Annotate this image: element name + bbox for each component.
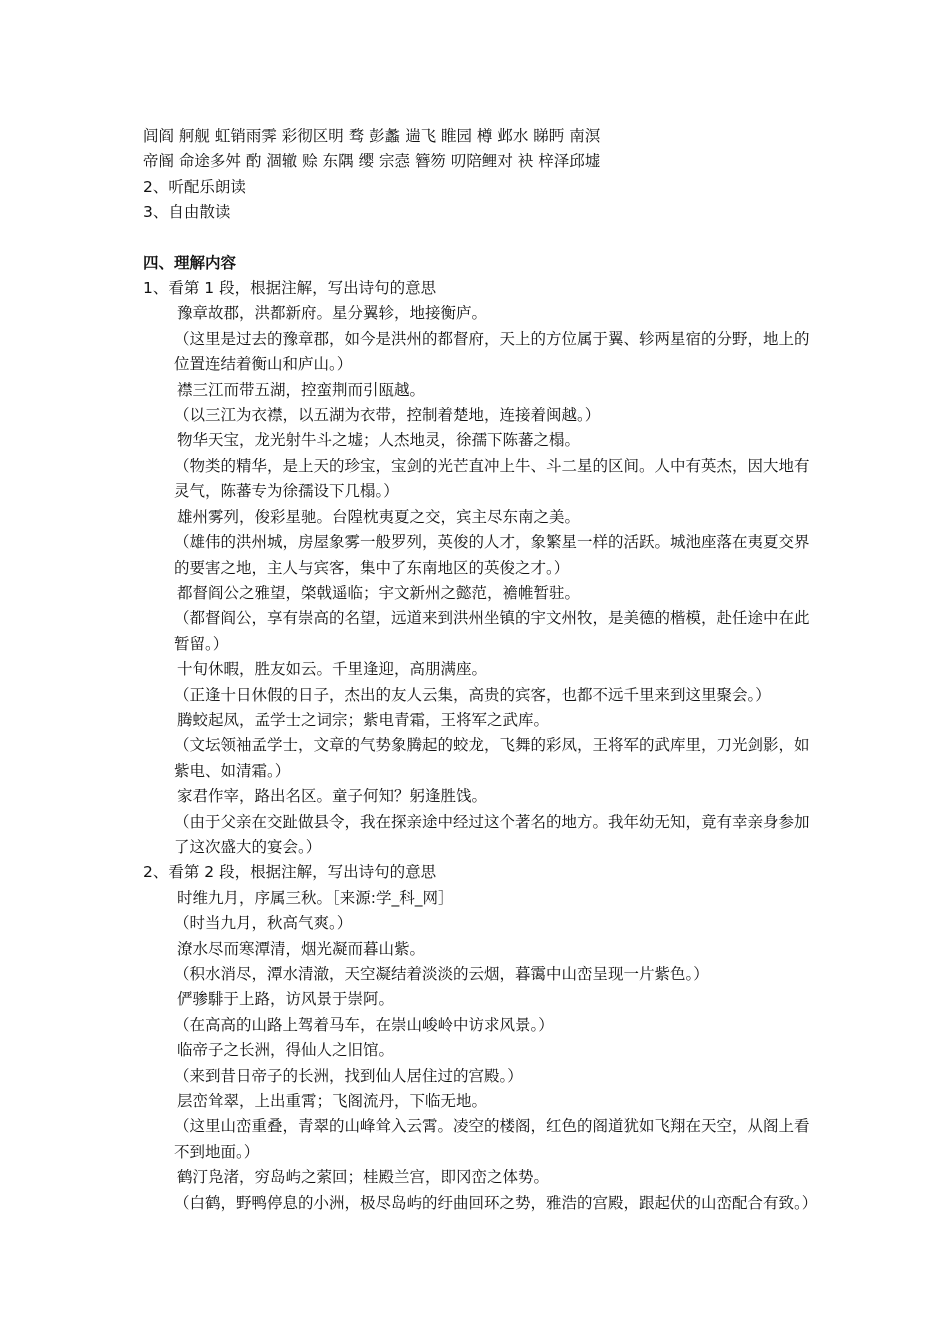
verse-meaning: （由于父亲在交趾做县令，我在探亲途中经过这个著名的地方。我年幼无知，竟有幸亲身参加了这次盛大的宴会。） — [174, 812, 810, 856]
step-read: 3、自由散读 — [143, 203, 231, 222]
verse: 雄州雾列，俊彩星驰。台隍枕夷夏之交，宾主尽东南之美。 — [177, 507, 581, 526]
verse: 层峦耸翠，上出重霄；飞阁流丹，下临无地。 — [177, 1092, 488, 1111]
verse-meaning: （这里是过去的豫章郡，如今是洪州的都督府，天上的方位属于翼、轸两星宿的分野，地上的位置连结着衡山和庐山。） — [174, 329, 810, 374]
verse-meaning: （时当九月，秋高气爽。） — [174, 914, 353, 933]
verse-meaning: （雄伟的洪州城，房屋象雾一般罗列，英俊的人才，象繁星一样的活跃。城池座落在夷夏交界的要害之地，主人与宾客，集中了东南地区的英俊之才。） — [174, 533, 810, 577]
verse: 豫章故郡，洪都新府。星分翼轸，地接衡庐。 — [177, 304, 488, 323]
verse: 家君作宰，路出名区。童子何知？躬逢胜饯。 — [177, 787, 488, 806]
verse-meaning: （积水消尽，潭水清澈，天空凝结着淡淡的云烟，暮霭中山峦呈现一片紫色。） — [174, 965, 709, 983]
step-listen: 2、听配乐朗读 — [143, 177, 246, 196]
vocab-row-1: 闾阎 舸舰 虹销雨霁 彩彻区明 骛 彭蠡 遄飞 睢园 樽 邺水 睇眄 南溟 — [143, 127, 601, 145]
verse-meaning: （文坛领袖孟学士，文章的气势象腾起的蛟龙，飞舞的彩凤，王将军的武库里，刀光剑影，如紫电、如清霜。） — [174, 736, 810, 780]
verse: 腾蛟起凤，孟学士之词宗；紫电青霜，王将军之武库。 — [177, 710, 550, 729]
verse-meaning: （物类的精华，是上天的珍宝，宝剑的光芒直冲上牛、斗二星的区间。人中有英杰，因大地有灵气，陈蕃专为徐孺设下几榻。） — [174, 456, 810, 501]
document-body — [143, 124, 818, 1216]
verse: 物华天宝，龙光射牛斗之墟；人杰地灵，徐孺下陈蕃之榻。 — [177, 431, 581, 450]
verse: 鹤汀凫渚，穷岛屿之萦回；桂殿兰宫，即冈峦之体势。 — [177, 1168, 550, 1187]
verse-meaning: （在高高的山路上驾着马车，在崇山峻岭中访求风景。） — [174, 1015, 554, 1034]
verse-meaning: （以三江为衣襟，以五湖为衣带，控制着楚地，连接着闽越。） — [174, 406, 601, 425]
verse: 潦水尽而寒潭清，烟光凝而暮山紫。 — [177, 939, 426, 958]
verse-meaning: （正逢十日休假的日子，杰出的友人云集，高贵的宾客，也都不远千里来到这里聚会。） — [174, 685, 771, 704]
section-heading: 四、理解内容 — [143, 253, 237, 272]
verse-meaning: （这里山峦重叠，青翠的山峰耸入云霄。凌空的楼阁，红色的阁道犹如飞翔在天空，从阁上看不到地面。） — [174, 1117, 810, 1161]
verse: 时维九月，序属三秋。［来源:学_科_网］ — [177, 888, 454, 907]
verse: 都督阎公之雅望，棨戟遥临；宇文新州之懿范，襜帷暂驻。 — [177, 583, 581, 602]
part1-title: 1、看第 1 段，根据注解，写出诗句的意思 — [143, 279, 437, 298]
verse: 襟三江而带五湖，控蛮荆而引瓯越。 — [177, 380, 426, 399]
verse: 十旬休暇，胜友如云。千里逢迎，高朋满座。 — [177, 660, 488, 679]
part2-title: 2、看第 2 段，根据注解，写出诗句的意思 — [143, 863, 437, 882]
verse-meaning: （都督阎公，享有崇高的名望，远道来到洪州坐镇的宇文州牧，是美德的楷模，赴任途中在此暂留。） — [174, 609, 810, 653]
verse-meaning: （来到昔日帝子的长洲，找到仙人居住过的宫殿。） — [174, 1066, 523, 1085]
verse: 临帝子之长洲，得仙人之旧馆。 — [177, 1041, 395, 1060]
verse-meaning: （白鹤，野鸭停息的小洲，极尽岛屿的纡曲回环之势，雅浩的宫殿，跟起伏的山峦配合有致。） — [174, 1193, 818, 1212]
vocab-row-2: 帝阍 命途多舛 酌 涸辙 赊 东隅 缨 宗悫 簪笏 叨陪鲤对 袂 梓泽邱墟 — [143, 152, 601, 171]
verse: 俨骖騑于上路，访风景于崇阿。 — [177, 990, 395, 1009]
